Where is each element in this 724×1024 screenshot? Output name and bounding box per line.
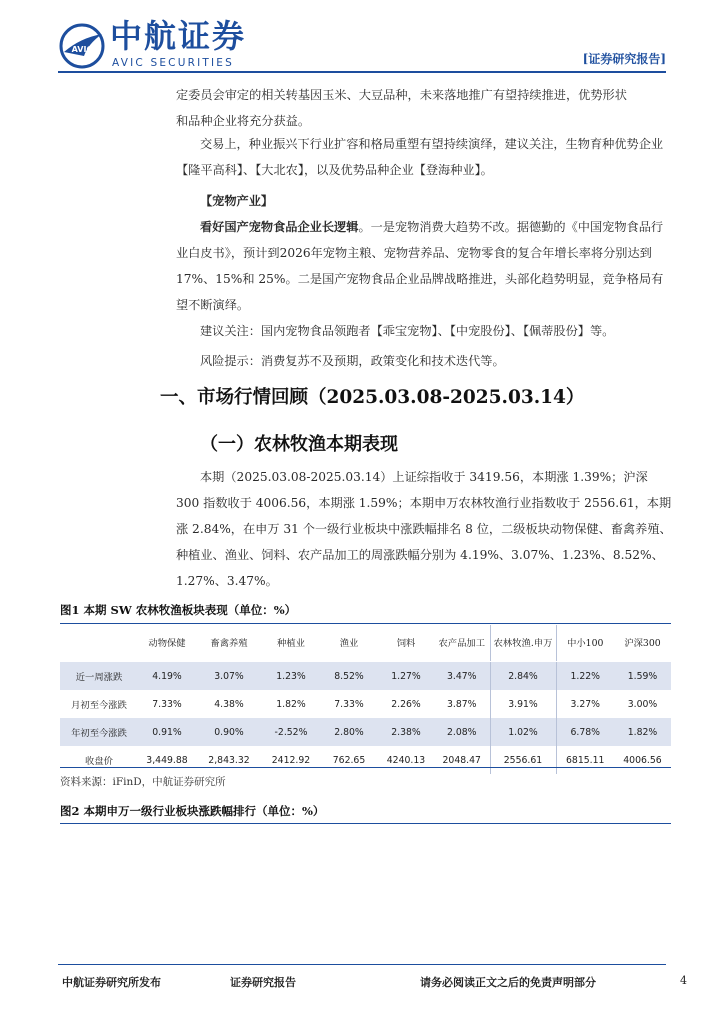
table-header-cell: 农林牧渔.申万 <box>490 625 556 662</box>
figure2-top-rule <box>60 823 671 824</box>
figure1-title: 图1 本期 SW 农林牧渔板块表现（单位：%） <box>60 603 297 617</box>
table-cell: 1.27% <box>378 662 434 691</box>
table-header-cell: 中小100 <box>556 625 614 662</box>
paragraph-pet-logic-bold: 看好国产宠物食品企业长逻辑 <box>200 220 359 234</box>
table-cell: 2.08% <box>434 718 490 746</box>
paragraph-risk <box>176 348 672 374</box>
figure1-bottom-rule <box>60 767 671 768</box>
table-header-row <box>60 625 671 662</box>
table-cell: 4.19% <box>138 662 196 691</box>
avic-logo-icon <box>58 22 106 70</box>
paragraph-market-summary-text: 本期（2025.03.08-2025.03.14）上证综指收于 3419.56，本期涨 1.39%；沪深 300 指数收于 4006.56，本期涨 1.59%；本期申万农林牧渔行业指数收于 2556.61，本期涨 2.84%，在申万 31 个一级行业板块中涨跌幅排名 8 位，二级板块动物保健、畜禽养殖、种植业、渔业、饲料、农产品加工的周涨跌幅分别为 4.19%、3.07%、1.23%、8.52%、1.27%、3.47%。 <box>176 470 672 588</box>
table-cell: 2,843.32 <box>208 754 250 766</box>
table-cell: 1.82% <box>614 718 671 746</box>
table-header-cell: 饲料 <box>378 625 434 662</box>
table-cell: 7.33% <box>152 698 182 710</box>
table-cell: 4.38% <box>214 698 244 710</box>
sector-performance-table <box>60 625 671 774</box>
footer-divider <box>58 964 666 965</box>
subsection-heading-sector-performance: （一）农林牧渔本期表现 <box>200 434 398 455</box>
table-cell: 7.33% <box>334 698 364 710</box>
table-row <box>60 690 671 718</box>
table-cell: 3.91% <box>490 690 556 718</box>
table-cell: 3.00% <box>627 698 658 710</box>
page-number: 4 <box>680 974 687 987</box>
table-cell: 6815.11 <box>556 746 614 774</box>
table-header-cell: 农产品加工 <box>434 625 490 662</box>
brand-name-en: AVIC SECURITIES <box>112 57 234 69</box>
header-divider <box>58 71 666 73</box>
paragraph-seed-1-line2: 和品种企业将充分获益。 <box>176 114 311 128</box>
paragraph-seed-1 <box>176 82 672 134</box>
page-header <box>0 0 724 80</box>
figure2-title: 图2 本期申万一级行业板块涨跌幅排行（单位：%） <box>60 804 325 818</box>
table-row <box>60 718 671 746</box>
figure1-top-rule <box>60 623 671 624</box>
report-type-label: [证券研究报告] <box>582 52 666 66</box>
paragraph-seed-trading <box>176 131 672 183</box>
table-cell: 1.59% <box>614 662 671 691</box>
table-cell: -2.52% <box>262 718 320 746</box>
table-row <box>60 746 671 774</box>
row-label: 近一周涨跌 <box>60 662 138 691</box>
table-cell: 2412.92 <box>271 754 311 766</box>
row-label: 年初至今涨跌 <box>60 718 138 746</box>
table-cell: 2556.61 <box>490 746 556 774</box>
footer-disclaimer: 请务必阅读正文之后的免责声明部分 <box>420 976 596 989</box>
table-cell: 4240.13 <box>386 754 426 766</box>
table-cell: 2.80% <box>320 718 378 746</box>
paragraph-pet-logic-text: 。一是宠物消费大趋势不改。据德勤的《中国宠物食品行业白皮书》，预计到2026年宠物主粮、宠物营养品、宠物零食的复合年增长率将分别达到 17%、15%和 25%。二是国产宠物食品企业品牌战略推进，头部化趋势明显，竞争格局有望不断演绎。 <box>176 220 664 312</box>
table-cell: 3.47% <box>434 662 490 691</box>
paragraph-pet-suggestion <box>176 318 672 344</box>
table-cell: 6.78% <box>556 718 614 746</box>
table-cell: 3,449.88 <box>146 754 188 766</box>
paragraph-pet-suggestion-text: 建议关注：国内宠物食品领跑者【乖宝宠物】、【中宠股份】、【佩蒂股份】等。 <box>200 324 615 338</box>
paragraph-market-summary <box>176 464 672 594</box>
table-cell: 1.23% <box>262 662 320 691</box>
table-cell: 0.90% <box>196 718 262 746</box>
brand-name-cn: 中航证券 <box>110 17 247 55</box>
table-header-cell: 渔业 <box>320 625 378 662</box>
table-header-cell: 种植业 <box>262 625 320 662</box>
paragraph-risk-text: 风险提示：消费复苏不及预期，政策变化和技术迭代等。 <box>200 354 505 368</box>
table-cell: 2.84% <box>490 662 556 691</box>
section-heading-market-review: 一、市场行情回顾（2025.03.08-2025.03.14） <box>160 387 585 408</box>
table-row <box>60 662 671 691</box>
table-cell: 1.02% <box>490 718 556 746</box>
table-cell: 0.91% <box>138 718 196 746</box>
table-cell: 2048.47 <box>442 754 481 766</box>
table-cell: 4006.56 <box>623 754 662 766</box>
table-header-cell <box>60 625 138 662</box>
footer-publisher: 中航证券研究所发布 <box>62 976 161 989</box>
row-label: 月初至今涨跌 <box>71 700 127 711</box>
table-cell: 3.07% <box>196 662 262 691</box>
table-cell: 1.82% <box>276 698 306 710</box>
table-header-cell: 畜禽养殖 <box>196 625 262 662</box>
figure1-source: 资料来源：iFinD，中航证券研究所 <box>60 776 226 788</box>
table-header-cell: 动物保健 <box>138 625 196 662</box>
section-pet-heading: 【宠物产业】 <box>200 194 274 208</box>
row-label: 收盘价 <box>85 756 113 767</box>
table-cell: 3.87% <box>446 698 477 710</box>
footer-report-type: 证券研究报告 <box>230 976 296 989</box>
table-cell: 2.26% <box>391 698 421 710</box>
table-cell: 2.38% <box>378 718 434 746</box>
table-cell: 762.65 <box>332 754 366 766</box>
paragraph-seed-1-line1: 定委员会审定的相关转基因玉米、大豆品种，未来落地推广有望持续推进，优势形状 <box>176 88 627 102</box>
paragraph-pet-logic <box>176 214 672 318</box>
paragraph-seed-trading-text: 交易上，种业振兴下行业扩容和格局重塑有望持续演绎，建议关注，生物育种优势企业【隆平高科】、【大北农】，以及优势品种企业【登海种业】。 <box>176 137 664 177</box>
table-cell: 1.22% <box>556 662 614 691</box>
table-cell: 3.27% <box>556 690 614 718</box>
table-header-cell: 沪深300 <box>614 625 671 662</box>
table-cell: 8.52% <box>320 662 378 691</box>
logo-text: AVIC <box>71 45 93 54</box>
